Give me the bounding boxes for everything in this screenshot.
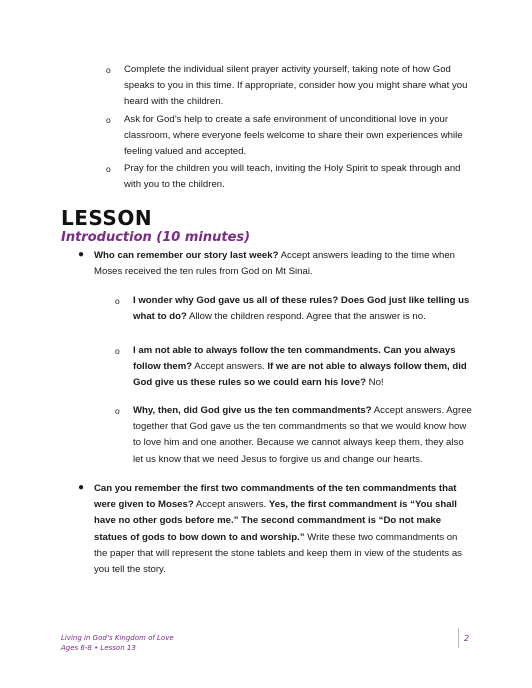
bullet-icon: ● <box>78 482 85 493</box>
footer <box>61 633 174 653</box>
lesson-title: LESSON <box>61 206 153 230</box>
circle-bullet-icon: o <box>106 164 111 175</box>
circle-bullet-icon: o <box>115 346 120 356</box>
preparation-list <box>106 62 486 195</box>
circle-bullet-icon: o <box>106 65 111 75</box>
footer-divider <box>458 628 459 648</box>
list-item: o Pray for the children you will teach, inviting the Holy Spirit to speak through and with you to the children. <box>106 163 461 191</box>
page-number: 2 <box>464 634 470 643</box>
document-page: o Complete the individual silent prayer activity yourself, taking note of how God speaks to you in this time. If appropriate, consider how you might share what you heard with the children. o Ask for God’s help to create a safe environment of unconditional love in your classroom, where everyone feels welcome to share their own experiences while feeling valued and accepted. o Pray for the children you will teach, inviting the Holy Spirit to speak through and with you to the children. LESSON Introduction (10 minutes) ● Who can remember our story last week? Accept answers leading to the time when Moses received the ten rules from God on Mt Sinai. o I wonder why God gave us all of these rules? Does God just like telling us what to do? Allow the children respond. Agree that the answer is no. o I am not able to always follow the ten commandments. Can you always follow them? Accept answers. If we are not able to always follow them, did God give us these rules so we could earn his love? No! o Why, then, did God give us the ten commandments? Accept answers. Agree together that God gave us the ten commandments so that we would know how to love him and one another. Because we cannot always keep them, they also let us know that we need Jesus to forgive us and change our hearts. ● Can you remember the first two commandments of the ten commandments that were given to Moses? Accept answers. Yes, the first commandment is “You shall have no other gods before me.” The second commandment is “Do not make statues of gods to bow down to and worship.” Write these two commandments on the paper that will represent the stone tablets and keep them in view of the students as you tell the story. Living in God’s Kingdom of Love Ages 6-8 • Lesson 13 2 <box>0 0 532 688</box>
footer-title: Living in God’s Kingdom of Love <box>61 634 174 642</box>
circle-bullet-icon: o <box>115 296 120 306</box>
list-item: o Ask for God’s help to create a safe environment of unconditional love in your classroom, where everyone feels welcome to share their own experiences while feeling valued and accepted. <box>106 113 463 158</box>
bullet-icon: ● <box>78 249 85 260</box>
circle-bullet-icon: o <box>115 406 120 416</box>
footer-subtitle: Ages 6-8 • Lesson 13 <box>61 644 136 652</box>
section-heading: Introduction (10 minutes) <box>61 230 251 245</box>
circle-bullet-icon: o <box>106 114 111 125</box>
list-item: o Complete the individual silent prayer activity yourself, taking note of how God speaks to you in this time. If appropriate, consider how you might share what you heard with the children. <box>106 64 468 108</box>
